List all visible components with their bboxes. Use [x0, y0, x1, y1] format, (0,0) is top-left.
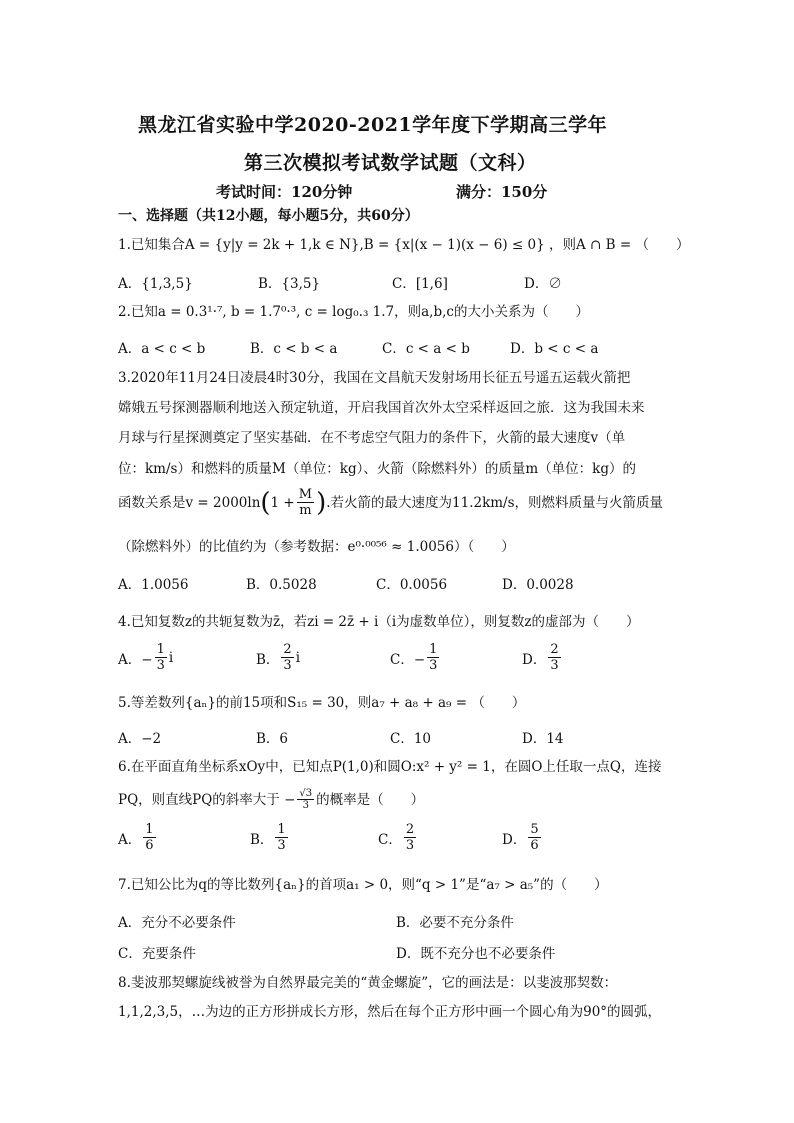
question-4-option-b	[256, 642, 300, 673]
question-7-option-a: A．充分不必要条件	[118, 915, 236, 931]
fraction-denominator: 3	[405, 838, 415, 853]
option-label: A．	[118, 831, 142, 848]
fraction-denominator: 3	[302, 800, 309, 811]
question-6-line-2-post: 的概率是（ ）	[316, 791, 425, 808]
question-5-option-b: B．6	[256, 731, 289, 747]
exam-title-line2: 第三次模拟考试数学试题（文科）	[244, 152, 537, 174]
option-label: D．	[522, 651, 547, 668]
full-score: 满分：150分	[456, 183, 548, 201]
question-3-option-a: A．1.0056	[118, 577, 189, 593]
fraction-denominator: m	[299, 503, 312, 518]
question-2-option-a: A．a < c < b	[118, 341, 206, 357]
fraction-denominator: 3	[283, 658, 292, 673]
question-5-option-a: A．−2	[118, 731, 162, 747]
question-6-line-1: 6.在平面直角坐标系xOy中，已知点P(1,0)和圆O:x² + y² = 1，在圆O上任取一点Q，连接	[118, 759, 662, 775]
question-3-line-5-post: .若火箭的最大速度为11.2km/s，则燃料质量与火箭质量	[326, 494, 664, 511]
question-6-option-c	[378, 822, 418, 853]
question-5-option-d: D．14	[522, 731, 564, 747]
question-6-line-2-pre: PQ，则直线PQ的斜率大于 −	[118, 791, 296, 808]
question-7-stem: 7.已知公比为q的等比数列{aₙ}的首项a₁ > 0，则“q > 1”是“a₇ > a₅”的（ ）	[118, 877, 608, 893]
close-paren: )	[316, 487, 327, 518]
question-6-option-b	[250, 822, 290, 853]
fraction-numerator: M	[298, 487, 313, 502]
question-6-option-d	[502, 822, 543, 853]
option-label: B．	[256, 651, 280, 668]
question-3-line-2: 嫦娥五号探测器顺利地送入预定轨道，开启我国首次外太空采样返回之旅．这为我国未来	[118, 400, 645, 416]
question-4-option-d	[522, 642, 563, 673]
fraction-numerator: 1	[145, 822, 154, 837]
question-3-line-5	[118, 487, 663, 518]
option-label: A．−	[118, 651, 153, 668]
fraction-denominator: 3	[429, 658, 438, 673]
question-5-option-c: C．10	[390, 731, 432, 747]
question-7-option-d: D．既不充分也不必要条件	[396, 946, 556, 962]
fraction-numerator: √3	[299, 788, 313, 799]
question-3-option-b: B．0.5028	[246, 577, 317, 593]
question-1-option-d: D．∅	[524, 276, 562, 292]
option-fraction	[548, 642, 560, 673]
question-7-option-c: C．充要条件	[118, 946, 196, 962]
fraction-m-over-m	[297, 487, 314, 518]
option-label: D．	[502, 831, 527, 848]
fraction-denominator: 3	[277, 838, 286, 853]
question-7-option-b: B．必要不充分条件	[396, 915, 514, 931]
option-fraction	[143, 822, 155, 853]
question-5-stem: 5.等差数列{aₙ}的前15项和S₁₅ = 30，则a₇ + a₈ + a₉ = （ ）	[118, 695, 526, 711]
question-3-line-4: 位：km/s）和燃料的质量M（单位：kg）、火箭（除燃料外）的质量m（单位：kg）的	[118, 461, 636, 477]
option-label: B．	[250, 831, 274, 848]
question-4-option-c	[390, 642, 441, 673]
question-3-option-d: D．0.0028	[502, 577, 574, 593]
option-label: C．−	[390, 651, 426, 668]
question-6-line-2	[118, 788, 424, 811]
option-tail: i	[168, 649, 174, 666]
question-6-option-a	[118, 822, 158, 853]
question-4-option-a	[118, 642, 173, 673]
option-label: C．	[378, 831, 402, 848]
fraction-denominator: 6	[145, 838, 154, 853]
question-3-option-c: C．0.0056	[376, 577, 448, 593]
option-fraction	[155, 642, 167, 673]
fraction-numerator: 2	[550, 642, 559, 657]
question-3-line-5-inner: 1 +	[270, 494, 295, 511]
question-2-option-c: C．c < a < b	[382, 341, 470, 357]
option-fraction	[528, 822, 540, 853]
fraction-numerator: 2	[283, 642, 292, 657]
question-3-line-6: （除燃料外）的比值约为（参考数据：e⁰·⁰⁰⁵⁶ ≈ 1.0056）（ ）	[118, 539, 515, 555]
fraction-numerator: 5	[530, 822, 539, 837]
question-1-option-c: C．[1,6]	[392, 276, 448, 292]
question-1-option-b: B．{3,5}	[258, 276, 321, 292]
option-fraction	[275, 822, 287, 853]
question-2-option-b: B．c < b < a	[250, 341, 338, 357]
question-3-line-3: 月球与行星探测奠定了坚实基础．在不考虑空气阻力的条件下，火箭的最大速度v（单	[118, 430, 626, 446]
question-2-stem: 2.已知a = 0.3¹·⁷, b = 1.7⁰·³, c = log₀.₃ 1.7，则a,b,c的大小关系为（ ）	[118, 304, 589, 320]
option-fraction	[427, 642, 439, 673]
question-3-line-5-pre: 函数关系是v = 2000ln	[118, 494, 261, 511]
question-8-line-2: 1,1,2,3,5，…为边的正方形拼成长方形，然后在每个正方形中画一个圆心角为90°的圆弧，	[118, 1004, 662, 1020]
question-4-stem: 4.已知复数z的共轭复数为z̄，若zi = 2z̄ + i（i为虚数单位），则复数z的虚部为（ ）	[118, 614, 640, 630]
fraction-numerator: 1	[429, 642, 438, 657]
option-fraction	[404, 822, 416, 853]
section-heading: 一、选择题（共12小题，每小题5分，共60分）	[118, 208, 419, 224]
question-1-option-a: A．{1,3,5}	[118, 276, 193, 292]
open-paren: (	[260, 487, 271, 518]
fraction-numerator: 2	[405, 822, 415, 837]
option-tail: i	[295, 649, 301, 666]
question-2-option-d: D．b < c < a	[510, 341, 599, 357]
fraction-sqrt3-over-3	[297, 788, 314, 811]
fraction-numerator: 1	[156, 642, 165, 657]
question-1-stem: 1.已知集合A = {y|y = 2k + 1,k ∈ N},B = {x|(x − 1)(x − 6) ≤ 0} ，则A ∩ B = （ ）	[118, 237, 690, 253]
fraction-denominator: 3	[550, 658, 559, 673]
question-8-line-1: 8.斐波那契螺旋线被誉为自然界最完美的“黄金螺旋”，它的画法是：以斐波那契数：	[118, 975, 618, 991]
exam-title-line1: 黑龙江省实验中学2020-2021学年度下学期高三学年	[138, 114, 608, 136]
exam-time: 考试时间：120分钟	[216, 183, 353, 201]
option-fraction	[281, 642, 293, 673]
fraction-denominator: 6	[530, 838, 539, 853]
fraction-denominator: 3	[156, 658, 165, 673]
question-3-line-1: 3.2020年11月24日凌晨4时30分，我国在文昌航天发射场用长征五号遥五运载火箭把	[118, 370, 631, 386]
fraction-numerator: 1	[277, 822, 286, 837]
